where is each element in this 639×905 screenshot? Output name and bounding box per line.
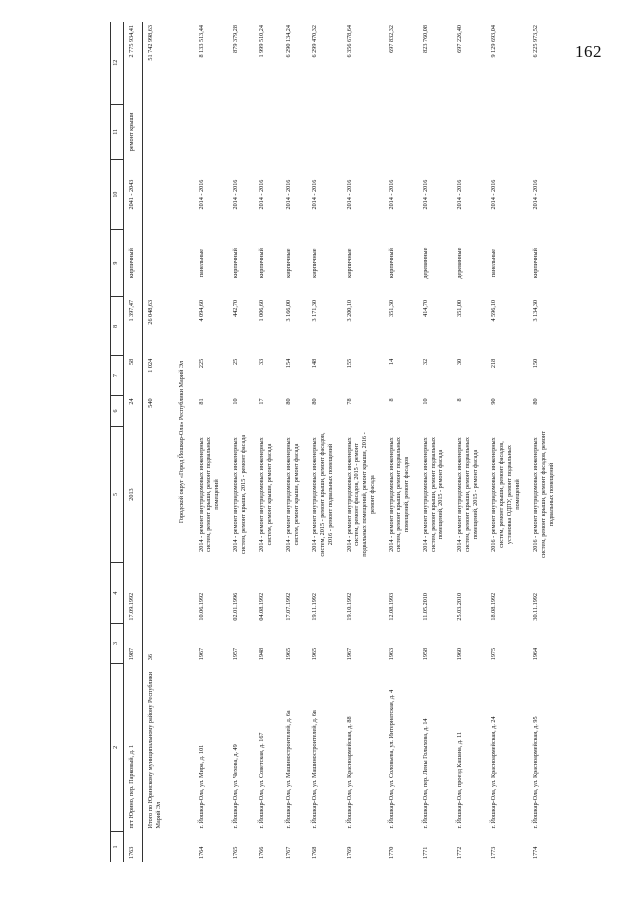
row-col12: 8 133 513,44: [197, 25, 205, 58]
row-col6: 17: [258, 398, 266, 405]
row-year: 1958: [421, 647, 429, 661]
row-col9: деревянные: [421, 247, 429, 279]
row-col11: [384, 104, 418, 160]
row-address: г. Йошкар-Ола, проезд Кашана, д. 11: [456, 731, 463, 829]
row-col10: 2014 - 2016: [311, 179, 319, 210]
row-col11: [342, 104, 384, 160]
row-col9: кирпичный: [231, 248, 239, 279]
table-row: [384, 22, 418, 862]
row-col10: 2014 - 2016: [456, 179, 463, 210]
row-year: 1948: [258, 647, 266, 661]
row-col12: 697 832,32: [387, 25, 395, 53]
row-col10: 2014 - 2016: [284, 179, 292, 210]
row-col11: [452, 104, 486, 160]
row-col6: 8: [387, 398, 395, 402]
table-row: [418, 22, 452, 862]
row-address: г. Йошкар-Ола, ул. Красноармейская, д. 95: [532, 716, 540, 829]
row-work: 2016 - ремонт внутридомовых инженерных систем, ремонт крыши, ремонт фасадов, установка ОДПУ, ремонт подвальных помещений: [490, 437, 521, 552]
row-col11: [281, 104, 308, 160]
header-cell: 8: [111, 297, 124, 356]
header-cell: 6: [111, 395, 124, 426]
row-number: 1764: [197, 846, 205, 859]
row-col7: 218: [490, 358, 498, 369]
row-address: г. Йошкар-Ола, пер. Лены Голыхова, д. 14: [421, 718, 429, 829]
header-cell: 3: [111, 624, 124, 664]
data-rows: [194, 22, 563, 862]
row-col10: 2014 - 2016: [197, 179, 205, 210]
row-date: 02.01.1996: [231, 592, 239, 621]
row-col7: 30: [456, 358, 463, 365]
row-col7: 58: [123, 356, 143, 396]
header-cell: 9: [111, 229, 124, 297]
row-date: 30.11.1992: [532, 593, 540, 621]
row-col11: [418, 104, 452, 160]
row-col9: кирпичные: [284, 248, 292, 278]
row-col6: 10: [231, 398, 239, 405]
table-row: [254, 22, 281, 862]
row-address: г. Йошкар-Ола, ул. Советская, д. 167: [258, 732, 266, 829]
total-col8: 26 048,63: [147, 299, 155, 325]
row-work: 2014 - ремонт внутридомовых инженерных систем, ремонт крыши, ремонт подвальных помещений, ремонт фасадов: [387, 437, 410, 553]
row-col7: 148: [311, 358, 319, 369]
row-address: г. Йошкар-Ола, ул. Машиностроителей, д. 6в: [311, 710, 319, 829]
row-col8: 3 200,10: [345, 299, 353, 322]
row-col7: 225: [197, 358, 205, 369]
row-col11: [228, 104, 255, 160]
row-address: г. Йошкар-Ола, ул. Красноармейская, д. 24: [490, 716, 498, 829]
row-col6: 90: [490, 398, 498, 405]
table-row: [228, 22, 255, 862]
row-work: 2014 - ремонт внутридомовых инженерных систем, ремонт крыши, ремонт подвальных помещений: [197, 437, 220, 553]
total-row: [143, 22, 170, 862]
total-col3: 36: [147, 654, 155, 661]
row-col11: ремонт крыши: [123, 104, 143, 160]
row-col8: 414,70: [421, 299, 429, 317]
row-col9: кирпичный: [258, 248, 266, 279]
row-year: 1964: [532, 647, 540, 661]
row-col12: 1 999 510,24: [258, 25, 266, 58]
row-number: 1770: [387, 846, 395, 859]
row-address: г. Йошкар-Ола, ул. Красноармейская, д. 88: [345, 716, 353, 829]
row-year: 1965: [311, 647, 319, 661]
capital-repair-table: [110, 22, 563, 862]
total-col12: 51 742 998,63: [147, 25, 155, 61]
row-col9: кирпичный: [387, 248, 395, 279]
row-col11: [307, 104, 341, 160]
row-year: 1967: [345, 647, 353, 661]
row-year: 1963: [387, 647, 395, 661]
row-work: 2013: [123, 427, 143, 563]
row-number: 1773: [490, 846, 498, 859]
row-col12: 6 290 134,24: [284, 25, 292, 58]
row-col9: кирпичные: [345, 248, 353, 278]
row-date: 18.08.1992: [490, 592, 498, 621]
row-address: г. Йошкар-Ола, ул. Мира, д. 101: [197, 744, 205, 829]
row-work: 2014 - ремонт внутридомовых инженерных систем, ремонт крыши, ремонт фасада: [258, 437, 273, 552]
row-work: 2016 - ремонт внутридомовых инженерных систем, ремонт крыши, ремонт фасадов, ремонт подвальных помещений: [532, 431, 555, 559]
row-year: 1975: [490, 647, 498, 661]
total-col6: 540: [147, 398, 155, 408]
header-cell: 11: [111, 104, 124, 160]
row-col11: [486, 104, 528, 160]
header-row: [111, 22, 124, 862]
row-col9: кирпичный: [123, 229, 143, 297]
row-col7: 155: [345, 358, 353, 369]
row-number: 1772: [456, 846, 463, 859]
table-row: [281, 22, 308, 862]
row-col7: 32: [421, 358, 429, 365]
row-col9: деревянные: [456, 247, 463, 279]
total-label: Итого по Юринскому муниципальному району Республики Марий Эл: [147, 671, 162, 829]
row-date: 25.03.2010: [456, 592, 463, 621]
row-col8: 3 171,30: [311, 299, 319, 322]
row-col9: кирпичный: [532, 248, 540, 279]
header-cell: 4: [111, 563, 124, 624]
row-col8: 442,70: [231, 299, 239, 317]
row-col8: 3 166,00: [284, 299, 292, 322]
row-work: 2014 - ремонт внутридомовых инженерных систем, ремонт крыши, ремонт фасада: [284, 437, 300, 552]
row-number: 1769: [345, 846, 353, 859]
row-col8: 351,30: [387, 299, 395, 317]
row-year: 1987: [123, 624, 143, 664]
row-year: 1965: [284, 647, 292, 661]
row-number: 1767: [284, 846, 292, 859]
row-col12: 2 775 934,41: [123, 22, 143, 104]
row-col7: 154: [284, 358, 292, 369]
row-col8: 4 094,60: [197, 299, 205, 322]
table-row: [452, 22, 486, 862]
row-number: 1765: [231, 846, 239, 859]
row-address: г. Йошкар-Ола, ул. Соловьева, ул. Интернатская, д. 4: [387, 689, 395, 829]
header-cell: 2: [111, 663, 124, 831]
row-col11: [194, 104, 228, 160]
row-col7: 25: [231, 358, 239, 365]
row-date: 11.05.2010: [421, 593, 429, 621]
row-col12: 6 356 678,64: [345, 25, 353, 58]
row-date: 17.09.1992: [123, 563, 143, 624]
row-year: 1957: [231, 647, 239, 661]
header-cell: 5: [111, 427, 124, 563]
row-number: 1768: [311, 846, 319, 859]
row-col7: 150: [532, 358, 540, 369]
row-col6: 80: [532, 398, 540, 405]
row-work: 2014 - ремонт внутридомовых инженерных систем, 2015 - ремонт крыши, ремонт фасадов, 2016 - ремонт подвальных помещений: [311, 432, 334, 557]
row-number: 1774: [532, 846, 540, 859]
row-date: 12.08.1993: [387, 592, 395, 621]
row-col6: 81: [197, 398, 205, 405]
table-row: [528, 22, 562, 862]
row-col12: 6 299 470,32: [311, 25, 319, 58]
row-date: 19.11.1992: [311, 593, 319, 621]
row-col6: 80: [311, 398, 319, 405]
rotated-table-container: [110, 22, 630, 862]
row-col6: 78: [345, 398, 353, 405]
row-number: 1766: [258, 846, 266, 859]
row-col12: 9 129 693,04: [490, 25, 498, 58]
row-work: 2014 - ремонт внутридомовых инженерных систем, ремонт крыши, ремонт подвальных помещений, 2015 - ремонт фасада: [456, 437, 479, 553]
row-col8: 4 596,10: [490, 299, 498, 322]
table-row: [194, 22, 228, 862]
row-col9: панельные: [490, 249, 498, 278]
table-row: [307, 22, 341, 862]
row-col7: 14: [387, 358, 395, 365]
row-col9: панельные: [197, 249, 205, 278]
header-cell: 7: [111, 356, 124, 396]
row-address: г. Йошкар-Ола, ул. Чехова, д. 49: [231, 744, 239, 829]
row-col11: [528, 104, 562, 160]
row-address: пгт Юрино, пер. Парковый, д. 1: [123, 663, 143, 831]
row-work: 2014 - ремонт внутридомовых инженерных систем, ремонт фасадов, 2015 - ремонт подвальных помещений, ремонт крыши, 2016 - ремонт фасада: [345, 432, 376, 557]
row-col12: 879 379,28: [231, 25, 239, 53]
row-date: 04.08.1992: [258, 592, 266, 621]
table-row: [342, 22, 384, 862]
row-col6: 80: [284, 398, 292, 405]
row-col8: 1 006,60: [258, 299, 266, 322]
row-col10: 2014 - 2016: [258, 179, 266, 210]
row-work: 2014 - ремонт внутридомовых инженерных систем, ремонт крыши, 2015 - ремонт фасада: [231, 434, 247, 555]
row-year: 1960: [456, 647, 463, 661]
row-col12: 697 226,40: [456, 25, 463, 53]
table-row: [486, 22, 528, 862]
row-col10: 2041 - 2043: [123, 160, 143, 230]
row-year: 1967: [197, 647, 205, 661]
row-col8: 3 134,30: [532, 299, 540, 322]
row-date: 19.10.1992: [345, 592, 353, 621]
row-col9: кирпичные: [311, 248, 319, 278]
row-col10: 2014 - 2016: [421, 179, 429, 210]
row-col10: 2014 - 2016: [490, 179, 498, 210]
header-cell: 1: [111, 831, 124, 862]
row-col10: 2014 - 2016: [387, 179, 395, 210]
row-col8: 1 397,47: [123, 297, 143, 356]
row-col7: 33: [258, 358, 266, 365]
row-work: 2014 - ремонт внутридомовых инженерных систем, ремонт крыши, ремонт подвальных помещений, 2015 - ремонт фасада: [421, 437, 445, 553]
row-col6: 24: [123, 395, 143, 426]
section-title: Городской округ «Город Йошкар-Ола» Республики Марий Эл: [177, 360, 185, 524]
total-col7: 1 024: [147, 358, 155, 373]
row-col11: [254, 104, 281, 160]
row-col10: 2014 - 2016: [532, 179, 540, 210]
row-col10: 2014 - 2016: [231, 179, 239, 210]
header-cell: 10: [111, 160, 124, 230]
row-col12: 823 760,08: [421, 25, 429, 53]
section-row: [170, 22, 194, 862]
row-date: 17.07.1992: [284, 592, 292, 621]
header-cell: 12: [111, 22, 124, 104]
row-number: 1771: [421, 846, 429, 859]
row-col10: 2014 - 2016: [345, 179, 353, 210]
row-date: 10.06.1992: [197, 592, 205, 621]
row-col12: 6 225 973,52: [532, 25, 540, 58]
table-row: [123, 22, 143, 862]
row-address: г. Йошкар-Ола, ул. Машиностроителей, д. 6а: [284, 710, 292, 829]
row-col6: 8: [456, 398, 463, 402]
row-col6: 10: [421, 398, 429, 405]
row-col8: 351,00: [456, 299, 463, 317]
row-number: 1763: [123, 831, 143, 862]
page-number: 162: [575, 42, 602, 61]
